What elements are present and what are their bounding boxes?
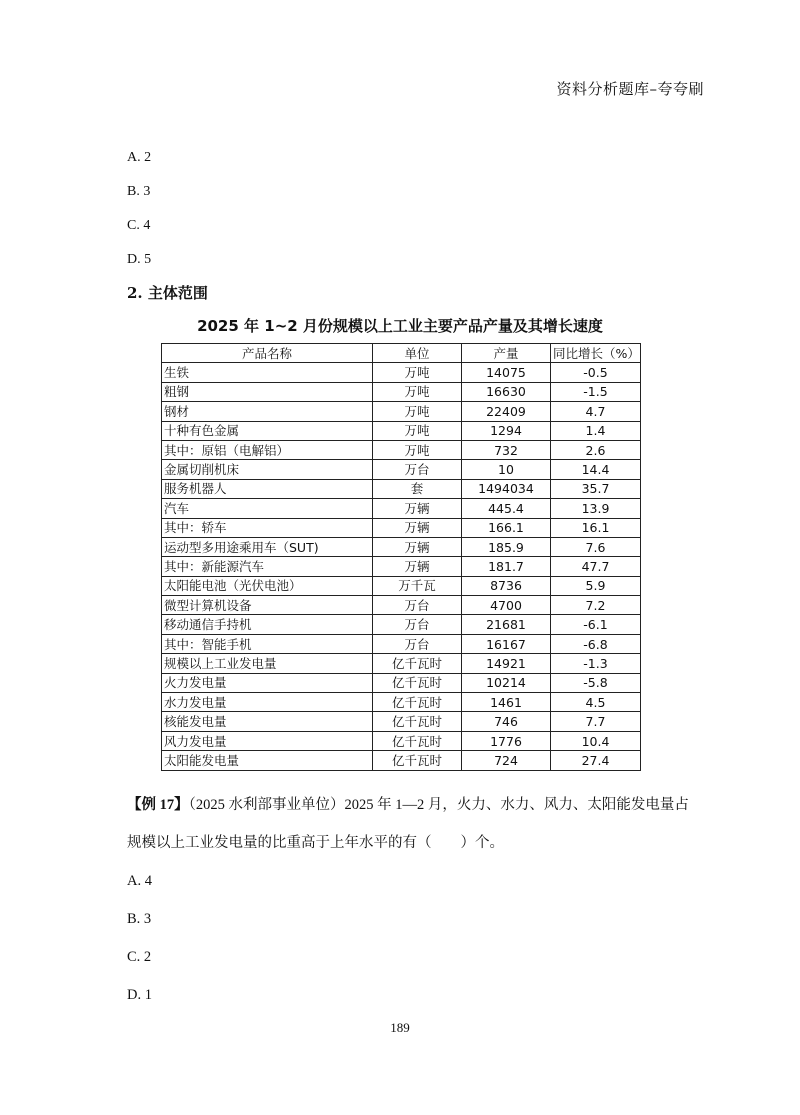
product-name-cell: 金属切削机床: [162, 460, 373, 479]
table-row: [162, 402, 641, 421]
unit-cell: 万辆: [373, 557, 462, 576]
output-cell: 732: [462, 440, 551, 459]
product-name-cell: 运动型多用途乘用车（SUT): [162, 537, 373, 556]
output-cell: 1776: [462, 731, 551, 750]
unit-cell: 套: [373, 479, 462, 498]
output-cell: 10214: [462, 673, 551, 692]
output-cell: 4700: [462, 596, 551, 615]
product-name-cell: 其中：原铝（电解铝）: [162, 440, 373, 459]
output-cell: 445.4: [462, 499, 551, 518]
table-row: [162, 673, 641, 692]
output-cell: 14921: [462, 654, 551, 673]
growth-cell: 14.4: [551, 460, 641, 479]
product-name-cell: 太阳能电池（光伏电池）: [162, 576, 373, 595]
table-row: [162, 518, 641, 537]
output-cell: 1461: [462, 693, 551, 712]
unit-cell: 万吨: [373, 421, 462, 440]
unit-cell: 亿千瓦时: [373, 654, 462, 673]
table-row: [162, 382, 641, 401]
unit-cell: 万千瓦: [373, 576, 462, 595]
output-cell: 1494034: [462, 479, 551, 498]
page-header-title: 资料分析题库–夸夸刷: [556, 80, 704, 98]
column-header-name: 产品名称: [162, 344, 373, 363]
unit-cell: 万吨: [373, 382, 462, 401]
section-heading: 2. 主体范围: [127, 284, 208, 302]
product-name-cell: 风力发电量: [162, 731, 373, 750]
output-cell: 16630: [462, 382, 551, 401]
table-row: [162, 557, 641, 576]
growth-cell: 47.7: [551, 557, 641, 576]
unit-cell: 万辆: [373, 499, 462, 518]
question-label: 【例 17】: [127, 797, 189, 813]
question-block: [127, 786, 702, 1014]
growth-cell: 7.6: [551, 537, 641, 556]
output-cell: 8736: [462, 576, 551, 595]
growth-cell: 5.9: [551, 576, 641, 595]
product-name-cell: 太阳能发电量: [162, 751, 373, 770]
product-name-cell: 移动通信手持机: [162, 615, 373, 634]
output-cell: 16167: [462, 634, 551, 653]
output-cell: 166.1: [462, 518, 551, 537]
answer-option-c: C. 2: [127, 949, 152, 965]
product-name-cell: 微型计算机设备: [162, 596, 373, 615]
growth-cell: 4.7: [551, 402, 641, 421]
table-row: [162, 460, 641, 479]
output-cell: 185.9: [462, 537, 551, 556]
product-name-cell: 规模以上工业发电量: [162, 654, 373, 673]
product-name-cell: 十种有色金属: [162, 421, 373, 440]
unit-cell: 亿千瓦时: [373, 731, 462, 750]
growth-cell: 10.4: [551, 731, 641, 750]
table-row: [162, 654, 641, 673]
table-header-row: [162, 344, 641, 363]
growth-cell: -1.5: [551, 382, 641, 401]
growth-cell: 2.6: [551, 440, 641, 459]
unit-cell: 万台: [373, 615, 462, 634]
table-row: [162, 731, 641, 750]
output-cell: 1294: [462, 421, 551, 440]
product-name-cell: 粗钢: [162, 382, 373, 401]
output-cell: 746: [462, 712, 551, 731]
growth-cell: -6.1: [551, 615, 641, 634]
product-name-cell: 汽车: [162, 499, 373, 518]
option-a: A. 2: [127, 150, 152, 165]
growth-cell: 7.7: [551, 712, 641, 731]
output-cell: 22409: [462, 402, 551, 421]
product-name-cell: 火力发电量: [162, 673, 373, 692]
growth-cell: 1.4: [551, 421, 641, 440]
table-row: [162, 712, 641, 731]
table-row: [162, 634, 641, 653]
product-name-cell: 生铁: [162, 363, 373, 382]
growth-cell: -6.8: [551, 634, 641, 653]
growth-cell: 4.5: [551, 693, 641, 712]
unit-cell: 亿千瓦时: [373, 751, 462, 770]
product-name-cell: 其中：轿车: [162, 518, 373, 537]
answer-option-b: B. 3: [127, 911, 152, 927]
option-b: B. 3: [127, 184, 151, 199]
unit-cell: 万台: [373, 634, 462, 653]
option-c: C. 4: [127, 218, 151, 233]
growth-cell: 7.2: [551, 596, 641, 615]
unit-cell: 万吨: [373, 402, 462, 421]
product-name-cell: 其中：新能源汽车: [162, 557, 373, 576]
output-cell: 14075: [462, 363, 551, 382]
table-title: 2025 年 1~2 月份规模以上工业主要产品产量及其增长速度: [197, 317, 603, 335]
product-name-cell: 服务机器人: [162, 479, 373, 498]
unit-cell: 万台: [373, 596, 462, 615]
table-row: [162, 363, 641, 382]
option-d: D. 5: [127, 252, 152, 267]
output-cell: 181.7: [462, 557, 551, 576]
table-row: [162, 596, 641, 615]
unit-cell: 亿千瓦时: [373, 712, 462, 731]
unit-cell: 万吨: [373, 440, 462, 459]
question-text: （2025 水利部事业单位）2025 年 1—2 月，火力、水力、风力、太阳能发电量占规模以上工业发电量的比重高于上年水平的有（ ）个。: [127, 797, 689, 851]
output-cell: 10: [462, 460, 551, 479]
unit-cell: 万台: [373, 460, 462, 479]
column-header-unit: 单位: [373, 344, 462, 363]
table-row: [162, 537, 641, 556]
output-cell: 724: [462, 751, 551, 770]
growth-cell: 16.1: [551, 518, 641, 537]
table-row: [162, 576, 641, 595]
page-number: 189: [390, 1020, 410, 1035]
growth-cell: -0.5: [551, 363, 641, 382]
product-name-cell: 水力发电量: [162, 693, 373, 712]
table-row: [162, 615, 641, 634]
unit-cell: 亿千瓦时: [373, 693, 462, 712]
growth-cell: 13.9: [551, 499, 641, 518]
column-header-output: 产量: [462, 344, 551, 363]
output-cell: 21681: [462, 615, 551, 634]
unit-cell: 万辆: [373, 518, 462, 537]
table-row: [162, 421, 641, 440]
product-name-cell: 其中：智能手机: [162, 634, 373, 653]
table-row: [162, 693, 641, 712]
table-row: [162, 440, 641, 459]
growth-cell: 27.4: [551, 751, 641, 770]
product-name-cell: 核能发电量: [162, 712, 373, 731]
growth-cell: -5.8: [551, 673, 641, 692]
answer-option-d: D. 1: [127, 987, 152, 1003]
answer-option-a: A. 4: [127, 873, 152, 889]
unit-cell: 万吨: [373, 363, 462, 382]
product-name-cell: 钢材: [162, 402, 373, 421]
growth-cell: 35.7: [551, 479, 641, 498]
table-row: [162, 499, 641, 518]
growth-cell: -1.3: [551, 654, 641, 673]
question-stem: [127, 786, 702, 862]
data-table: [161, 343, 641, 771]
unit-cell: 万辆: [373, 537, 462, 556]
table-row: [162, 751, 641, 770]
unit-cell: 亿千瓦时: [373, 673, 462, 692]
column-header-growth: 同比增长（%）: [551, 344, 641, 363]
table-row: [162, 479, 641, 498]
